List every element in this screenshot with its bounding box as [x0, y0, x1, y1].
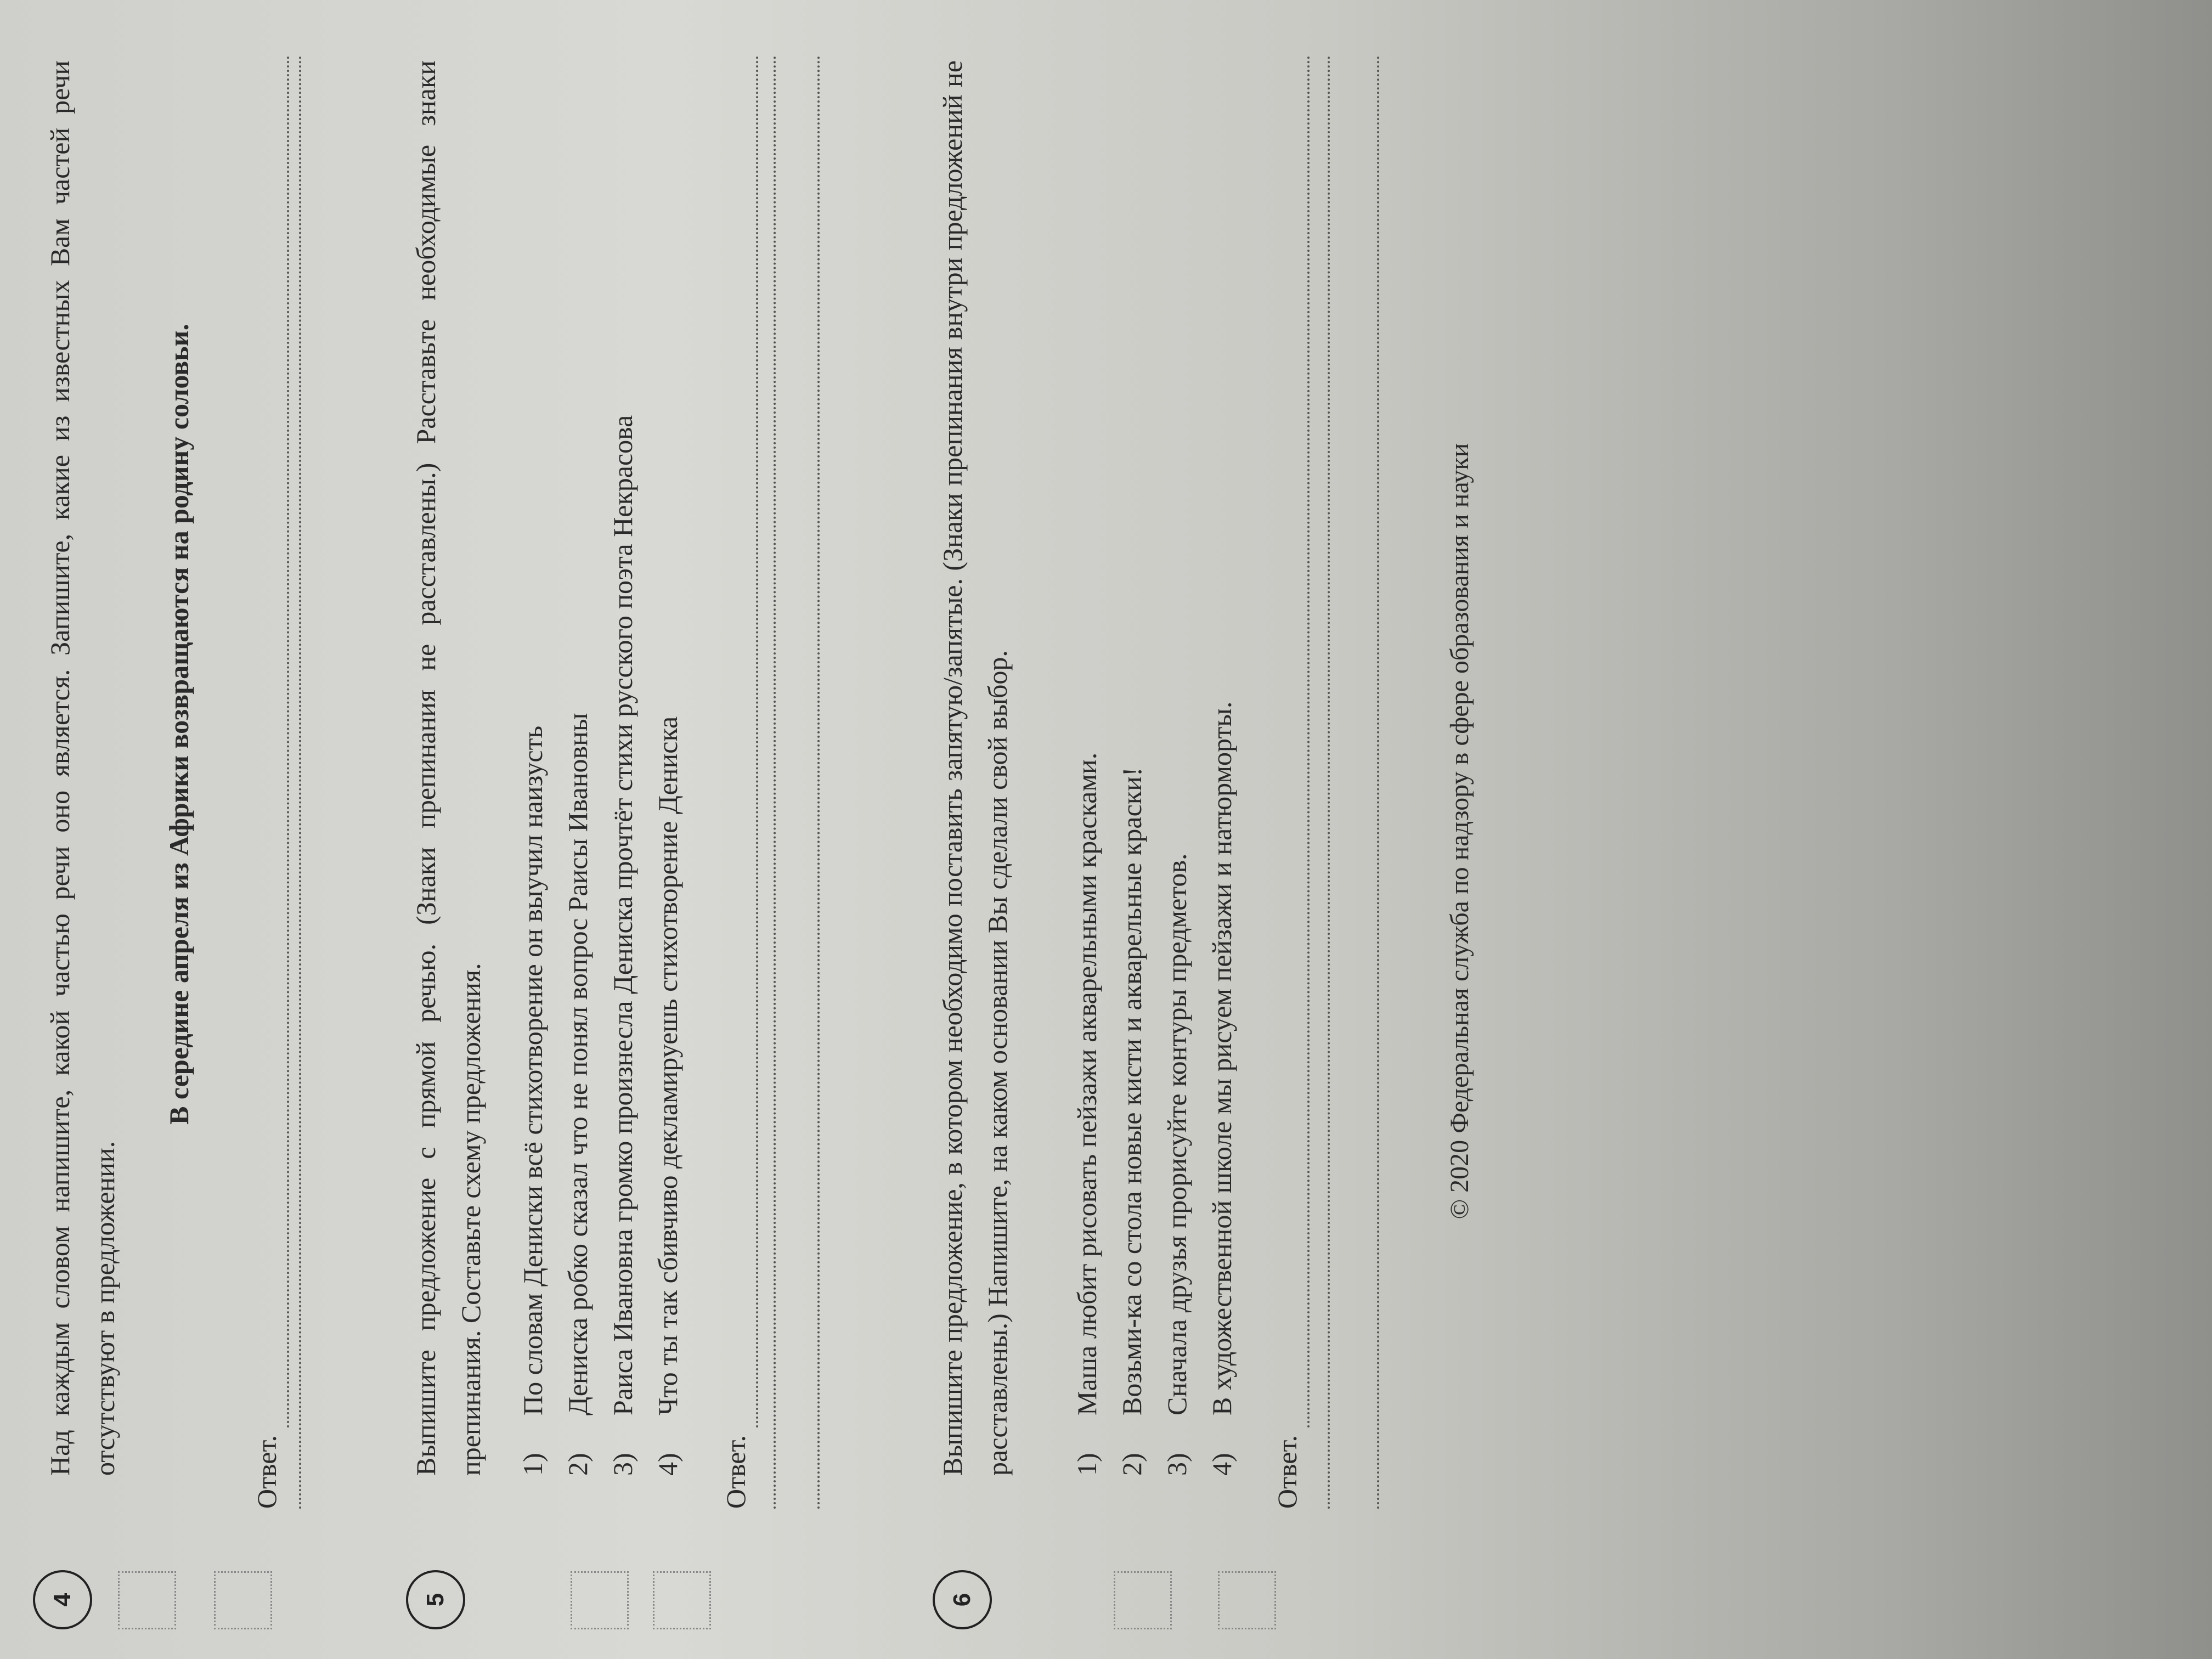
item-number: 3): [1161, 1453, 1192, 1476]
item-number: 4): [652, 1453, 683, 1476]
task-sentence: В середине апреля из Африки возвращаются на родину соловьи.: [163, 324, 194, 1125]
item-text: Возьми-ка со стола новые кисти и акварельные краски!: [1116, 767, 1147, 1415]
item-text: Что ты так сбивчиво декламируешь стихотворение Дениска: [652, 716, 683, 1415]
item-text: По словам Дениски всё стихотворение он выучил наизусть: [517, 725, 548, 1415]
answer-line[interactable]: [1377, 55, 1379, 1509]
answer-field[interactable]: [1265, 55, 1310, 1509]
list-item: [1064, 104, 1109, 1476]
task-number: 5: [406, 1570, 465, 1629]
answer-label: Ответ.: [1272, 1435, 1302, 1509]
item-number: 2): [562, 1453, 593, 1476]
answer-field[interactable]: [244, 55, 289, 1509]
task-prompt: Выпишите предложение, в котором необходимо поставить запятую/запятые. (Знаки препинания внутри предложений не расставлены.) Напишите, на каком основании Вы сделали свой выбор.: [937, 60, 1013, 1476]
item-text: Маша любит рисовать пейзажи акварельными красками.: [1071, 752, 1102, 1415]
list-item: [1199, 104, 1244, 1476]
list-item: [555, 104, 600, 1476]
list-item: [645, 104, 690, 1476]
item-number: 1): [1071, 1453, 1102, 1476]
answer-line[interactable]: [299, 55, 301, 1509]
task-number: 4: [33, 1570, 92, 1629]
item-text: Раиса Ивановна громко произнесла Дениска прочтёт стихи русского поэта Некрасова: [607, 415, 638, 1415]
answer-line[interactable]: [1328, 55, 1330, 1509]
answer-line[interactable]: [774, 55, 776, 1509]
list-item: [1154, 104, 1199, 1476]
answer-line[interactable]: [817, 55, 820, 1509]
score-box: [214, 1571, 272, 1629]
worksheet-page: [22, 22, 2052, 1640]
list-item: [510, 104, 555, 1476]
item-number: 3): [607, 1453, 638, 1476]
item-number: 2): [1116, 1453, 1147, 1476]
task-prompt: Над каждым словом напишите, какой частью речи оно является. Запишите, какие из известных Вам частей речи отсутствуют в предложении.: [44, 60, 120, 1476]
score-box: [653, 1571, 711, 1629]
score-box: [1114, 1571, 1172, 1629]
answer-line: [723, 55, 758, 1427]
item-number: 1): [517, 1453, 548, 1476]
item-text: В художественной школе мы рисуем пейзажи и натюрморты.: [1206, 701, 1237, 1415]
item-text: Дениска робко сказал что не понял вопрос Раисы Ивановны: [562, 713, 593, 1415]
list-item: [600, 104, 645, 1476]
item-number: 4): [1206, 1453, 1237, 1476]
answer-label: Ответ.: [251, 1435, 282, 1509]
score-box: [571, 1571, 629, 1629]
task-prompt: Выпишите предложение с прямой речью. (Знаки препинания не расставлены.) Расставьте необходимые знаки препинания. Составьте схему предложения.: [410, 60, 486, 1476]
score-box: [118, 1571, 176, 1629]
score-box: [1218, 1571, 1276, 1629]
list-item: [1109, 104, 1154, 1476]
page-footer: © 2020 Федеральная служба по надзору в сфере образования и науки: [1445, 443, 1474, 1220]
answer-line: [254, 55, 289, 1427]
answer-line: [1274, 55, 1310, 1427]
answer-label: Ответ.: [720, 1435, 751, 1509]
answer-field[interactable]: [713, 55, 758, 1509]
task-number: 6: [933, 1570, 992, 1629]
item-text: Сначала друзья прорисуйте контуры предметов.: [1161, 853, 1192, 1415]
